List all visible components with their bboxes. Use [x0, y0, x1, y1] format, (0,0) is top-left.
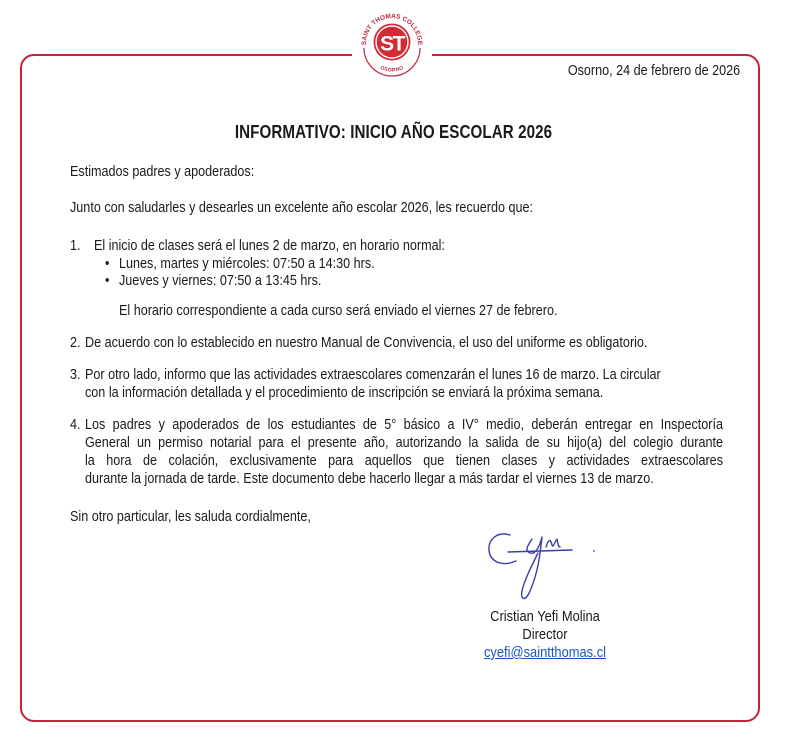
- bullet-icon: •: [105, 272, 110, 289]
- greeting: Estimados padres y apoderados:: [70, 163, 255, 180]
- signatory-role: Director: [522, 626, 568, 643]
- schedule-bullet-2: Jueves y viernes: 07:50 a 13:45 hrs.: [119, 272, 322, 289]
- schedule-bullet-1: Lunes, martes y miércoles: 07:50 a 14:30 hrs.: [119, 255, 375, 272]
- list-item-line: Por otro lado, informo que las actividades extraescolares comenzarán el lunes 16 de marzo. La circular: [85, 366, 661, 383]
- list-item-line: durante la jornada de tarde. Este documento debe hacerlo llegar a más tardar el viernes 13 de marzo.: [85, 470, 654, 487]
- list-item-text: El inicio de clases será el lunes 2 de marzo, en horario normal:: [94, 237, 445, 254]
- closing-line: Sin otro particular, les saluda cordialmente,: [70, 508, 311, 525]
- bullet-icon: •: [105, 255, 110, 272]
- svg-text:OSORNO: [379, 65, 405, 74]
- list-item-number: 2.: [70, 334, 81, 351]
- signatory-name: Cristian Yefi Molina: [490, 608, 600, 625]
- document-title-text: INFORMATIVO: INICIO AÑO ESCOLAR 2026: [234, 121, 552, 142]
- intro-paragraph: Junto con saludarles y desearles un excelente año escolar 2026, les recuerdo que:: [70, 199, 533, 216]
- list-item-text: De acuerdo con lo establecido en nuestro Manual de Convivencia, el uso del uniforme es obligatorio.: [85, 334, 648, 351]
- signature-block: [460, 608, 630, 662]
- list-item-line: con la información detallada y el procedimiento de inscripción se enviará la próxima semana.: [85, 384, 604, 401]
- handwritten-signature: [480, 525, 610, 605]
- schedule-note: El horario correspondiente a cada curso será enviado el viernes 27 de febrero.: [119, 302, 558, 319]
- list-item-number: 4.: [70, 416, 81, 433]
- list-item-line: Los padres y apoderados de los estudiantes de 5° básico a IV° medio, deberán entregar en Inspectoría: [85, 416, 723, 433]
- logo-ring-text: SAINT THOMAS COLLEGE: [360, 12, 424, 46]
- document-title: [0, 121, 786, 143]
- logo-monogram: ST: [380, 32, 404, 56]
- logo-city-text: OSORNO: [379, 64, 405, 74]
- list-item-number: 1.: [70, 237, 81, 254]
- list-item-line: General un permiso notarial para el presente año, autorizando la salida de su hijo(a) del colegio durante: [85, 434, 723, 451]
- school-logo: [352, 2, 432, 82]
- school-logo-emblem: [352, 2, 432, 82]
- date-line: Osorno, 24 de febrero de 2026: [567, 62, 740, 79]
- signatory-email-wrap: [472, 644, 618, 662]
- signatory-email-link[interactable]: cyefi@saintthomas.cl: [483, 644, 607, 661]
- list-item-line: la hora de colación, exclusivamente para aquellos que tienen clases y actividades extraescolares: [85, 452, 723, 469]
- list-item-number: 3.: [70, 366, 81, 383]
